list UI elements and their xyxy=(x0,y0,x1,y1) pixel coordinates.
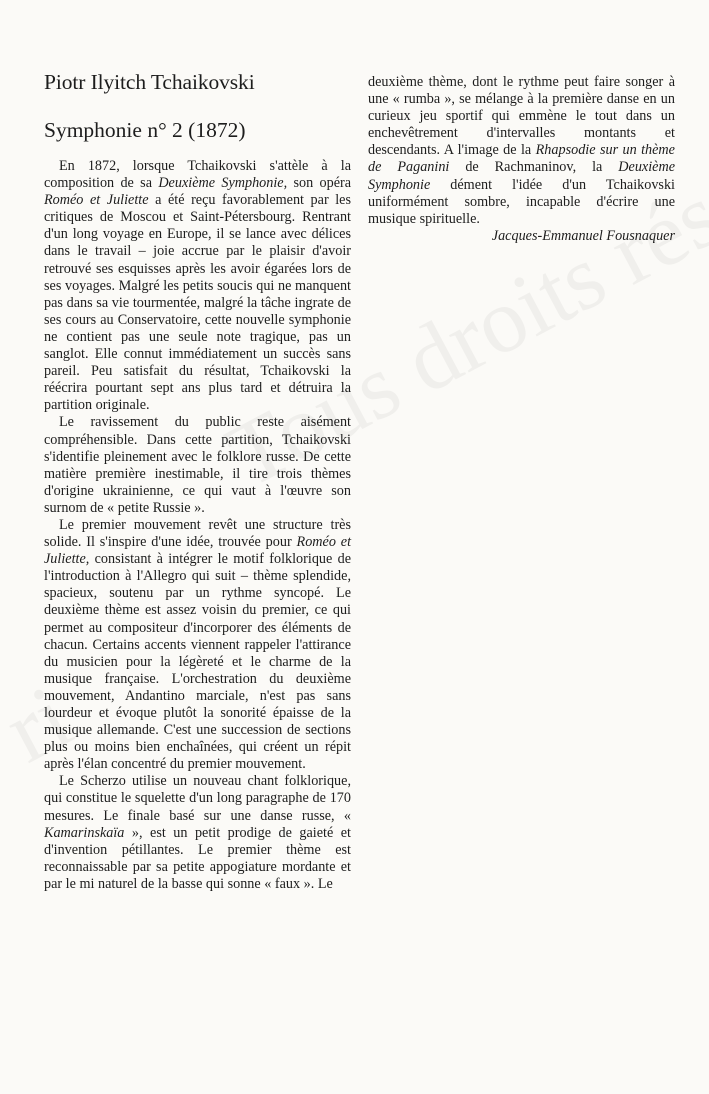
paragraph-5 xyxy=(368,74,675,228)
composer-heading: Piotr Ilyitch Tchaikovski xyxy=(44,70,255,94)
text-run: En 1872, lorsque Tchaikovski s'attèle à la composition de sa xyxy=(44,158,351,192)
paragraph-4 xyxy=(44,773,351,893)
italic-title: Deuxième Symphonie xyxy=(368,159,675,193)
paragraph-1 xyxy=(44,158,351,414)
text-run: », est un petit prodige de gaieté et d'invention pétillantes. Le premier thème est reconnaissable par sa petite appogiature mordante et par le mi naturel de la basse qui sonne « faux ». Le xyxy=(44,824,351,892)
text-run: de Rachmaninov, la xyxy=(449,159,619,176)
text-run: a été reçu favorablement par les critiques de Moscou et Saint-Pétersbourg. Rentrant d'un long voyage en Europe, il se lance avec délices dans le travail – joie accrue par le plaisir d'avoir retrouvé ses esquisses après les avoir égarées lors de ses voyages. Malgré les petits soucis qui ne manquent pas dans sa vie tourmentée, malgré la tâche ingrate de ses cours au Conservatoire, cette nouvelle symphonie ne contient pas une seule note tragique, pas un sanglot. Elle connut immédiatement un succès sans pareil. Peu satisfait du résultat, Tchaikovski la réécrira pourtant sept ans plus tard et détruira la partition originale. xyxy=(44,192,351,414)
paragraph-3 xyxy=(44,517,351,773)
right-column xyxy=(368,74,675,245)
text-run: son opéra xyxy=(287,175,352,192)
text-run: Le premier mouvement revêt une structure très solide. Il s'inspire d'une idée, trouvée pour xyxy=(44,516,351,551)
italic-title: Kamarinskaïa xyxy=(44,824,125,841)
italic-title: Roméo et Juliette xyxy=(44,192,149,209)
left-column xyxy=(44,68,351,893)
text-run: dément l'idée d'un Tchaikovski uniformément sombre, incapable d'écrire une musique spirituelle. xyxy=(368,176,675,227)
italic-title: Roméo et Juliette, xyxy=(44,534,352,568)
work-title: Symphonie n° 2 (1872) xyxy=(44,118,246,142)
text-run: deuxième thème, dont le rythme peut faire songer à une « rumba », se mélange à la première danse en un curieux jeu sportif qui emmène le tout dans un enchevêtrement d'intervalles montants et descendants. A l'image de la xyxy=(368,74,675,159)
italic-title: Deuxième Symphonie, xyxy=(158,175,288,192)
author-signature: Jacques-Emmanuel Fousnaquer xyxy=(491,227,675,244)
text-run: consistant à intégrer le motif folklorique de l'introduction à l'Allegro qui suit – thème splendide, spacieux, soutenu par un rythme syncopé. Le deuxième thème est assez voisin du premier, ce qui permet au compositeur d'incorporer des éléments de chacun. Certains accents viennent rappeler l'attirance du musicien pour la légèreté et le charme de la musique française. L'orchestration du deuxième mouvement, Andantino marciale, n'est pas sans lourdeur et évoque plutôt la sonorité épaisse de la musique allemande. C'est une succession de sections plus ou moins bien enchaînées, qui créent un répit après l'élan concentré du premier mouvement. xyxy=(44,551,351,773)
italic-title: Rhapsodie sur un thème de Paganini xyxy=(368,142,675,176)
paragraph-2: Le ravissement du public reste aisément compréhensible. Dans cette partition, Tchaikovski s'identifie pleinement avec le folklore russe. De cette matière première inestimable, il tire trois thèmes d'origine ukrainienne, ce qui vaut à l'œuvre son surnom de « petite Russie ». xyxy=(44,414,351,516)
text-run: Le Scherzo utilise un nouveau chant folklorique, qui constitue le squelette d'un long paragraphe de 170 mesures. Le finale basé sur une danse russe, « xyxy=(44,773,351,824)
